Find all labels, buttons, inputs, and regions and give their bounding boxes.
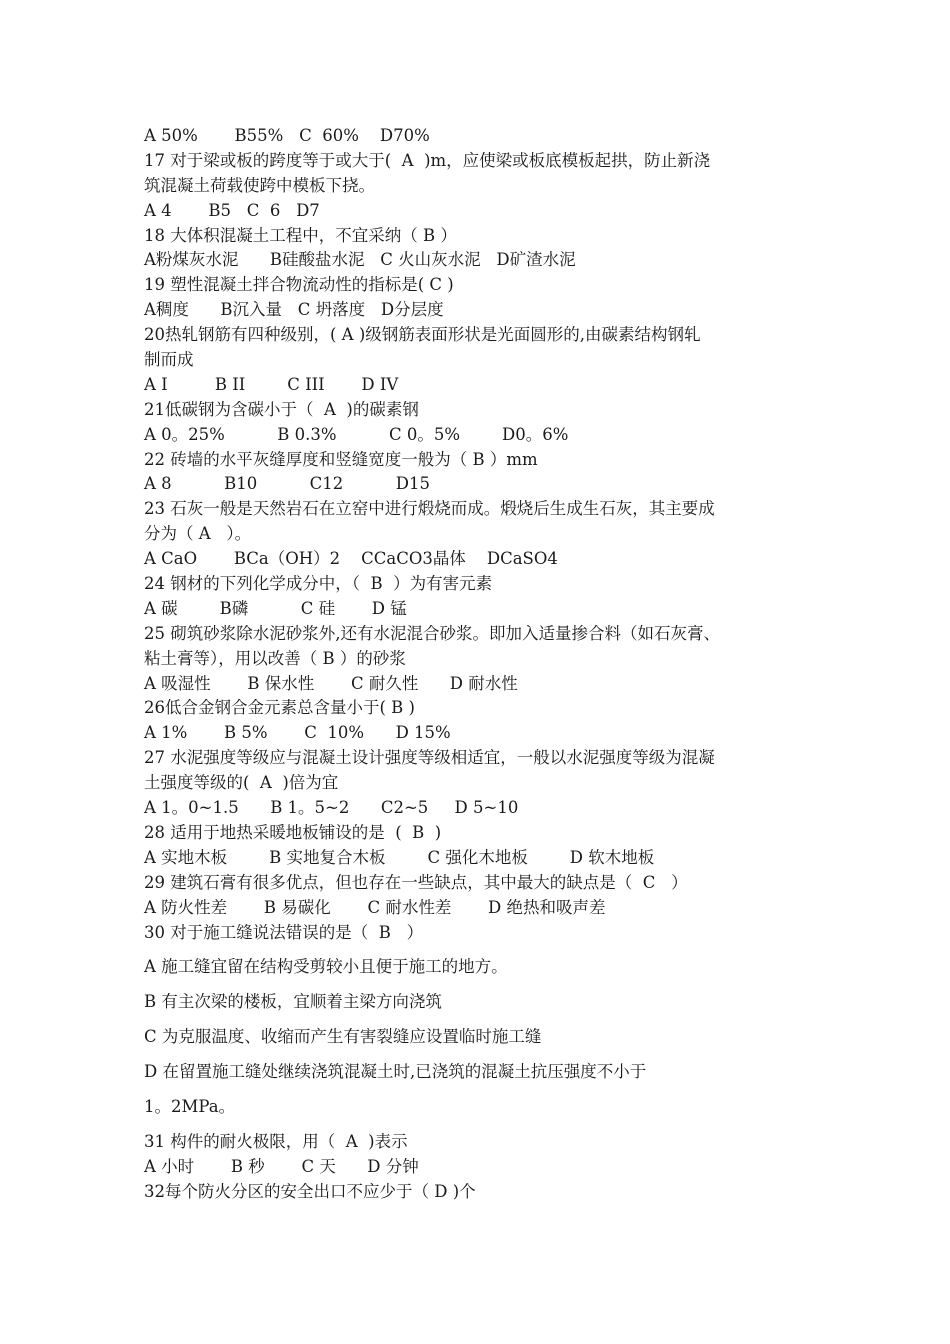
text-line: 19 塑性混凝土拌合物流动性的指标是( C ) xyxy=(144,275,454,295)
text-line: 31 构件的耐火极限，用（ A )表示 xyxy=(144,1131,408,1151)
text-line: D 在留置施工缝处继续浇筑混凝土时,已浇筑的混凝土抗压强度不小于 xyxy=(144,1062,647,1082)
text-line: 28 适用于地热采暖地板铺设的是 ( B ) xyxy=(144,822,442,842)
text-line: 20热轧钢筋有四种级别，( A )级钢筋表面形状是光面圆形的,由碳素结构钢轧 xyxy=(144,325,701,345)
text-line: 筑混凝土荷载使跨中模板下挠。 xyxy=(144,175,375,195)
text-line: 23 石灰一般是天然岩石在立窑中进行煅烧而成。煅烧后生成生石灰，其主要成 xyxy=(144,499,715,519)
text-line: A 小时 B 秒 C 天 D 分钟 xyxy=(144,1156,419,1176)
text-line: A I B II C III D IV xyxy=(144,374,399,394)
text-line: A 50% B55% C 60% D70% xyxy=(144,126,430,145)
text-line: B 有主次梁的楼板，宜顺着主梁方向浇筑 xyxy=(144,992,442,1012)
text-line: A 8 B10 C12 D15 xyxy=(144,474,430,494)
text-line: A稠度 B沉入量 C 坍落度 D分层度 xyxy=(144,300,444,320)
text-line: A 4 B5 C 6 D7 xyxy=(144,200,320,220)
text-line: A 1% B 5% C 10% D 15% xyxy=(144,723,451,743)
text-line: A 0。25% B 0.3% C 0。5% D0。6% xyxy=(144,424,569,444)
question-list xyxy=(144,124,814,1205)
text-line: 24 钢材的下列化学成分中，（ B ）为有害元素 xyxy=(144,574,493,594)
text-line: 22 砖墙的水平灰缝厚度和竖缝宽度一般为（ B ）mm xyxy=(144,449,538,469)
text-line: A CaO BCa（OH）2 CCaCO3晶体 DCaSO4 xyxy=(144,549,558,569)
text-line: 26低合金钢合金元素总含量小于( B ) xyxy=(144,698,415,718)
text-line: 制而成 xyxy=(144,350,194,370)
text-line: 32每个防火分区的安全出口不应少于（ D )个 xyxy=(144,1181,476,1201)
text-line: A 吸湿性 B 保水性 C 耐久性 D 耐水性 xyxy=(144,673,518,693)
text-line: 粘土膏等），用以改善（ B ）的砂浆 xyxy=(144,648,406,668)
text-line: 30 对于施工缝说法错误的是（ B ） xyxy=(144,922,424,942)
text-line: A 实地木板 B 实地复合木板 C 强化木地板 D 软木地板 xyxy=(144,847,655,867)
text-line: 21低碳钢为含碳小于（ A )的碳素钢 xyxy=(144,399,419,419)
text-line: C 为克服温度、收缩而产生有害裂缝应设置临时施工缝 xyxy=(144,1027,542,1047)
text-line: 分为（ A ）。 xyxy=(144,524,252,544)
text-line: 25 砌筑砂浆除水泥砂浆外,还有水泥混合砂浆。即加入适量掺合料（如石灰膏、 xyxy=(144,623,720,643)
text-line: A 施工缝宜留在结构受剪较小且便于施工的地方。 xyxy=(144,957,508,977)
text-line: 1。2MPa。 xyxy=(144,1096,236,1116)
text-line: A粉煤灰水泥 B硅酸盐水泥 C 火山灰水泥 D矿渣水泥 xyxy=(144,250,576,270)
text-line: 土强度等级的( A )倍为宜 xyxy=(144,773,339,793)
text-line: 18 大体积混凝土工程中，不宜采纳（ B ） xyxy=(144,225,457,245)
text-line: A 1。0~1.5 B 1。5~2 C2~5 D 5~10 xyxy=(144,798,519,818)
text-line: 17 对于梁或板的跨度等于或大于( A )m，应使梁或板底模板起拱，防止新浇 xyxy=(144,150,711,170)
text-line: A 防火性差 B 易碳化 C 耐水性差 D 绝热和吸声差 xyxy=(144,897,606,917)
text-line: 27 水泥强度等级应与混凝土设计强度等级相适宜，一般以水泥强度等级为混凝 xyxy=(144,748,715,768)
text-line: A 碳 B磷 C 硅 D 锰 xyxy=(144,598,407,618)
text-line: 29 建筑石膏有很多优点，但也存在一些缺点，其中最大的缺点是（ C ） xyxy=(144,872,688,892)
